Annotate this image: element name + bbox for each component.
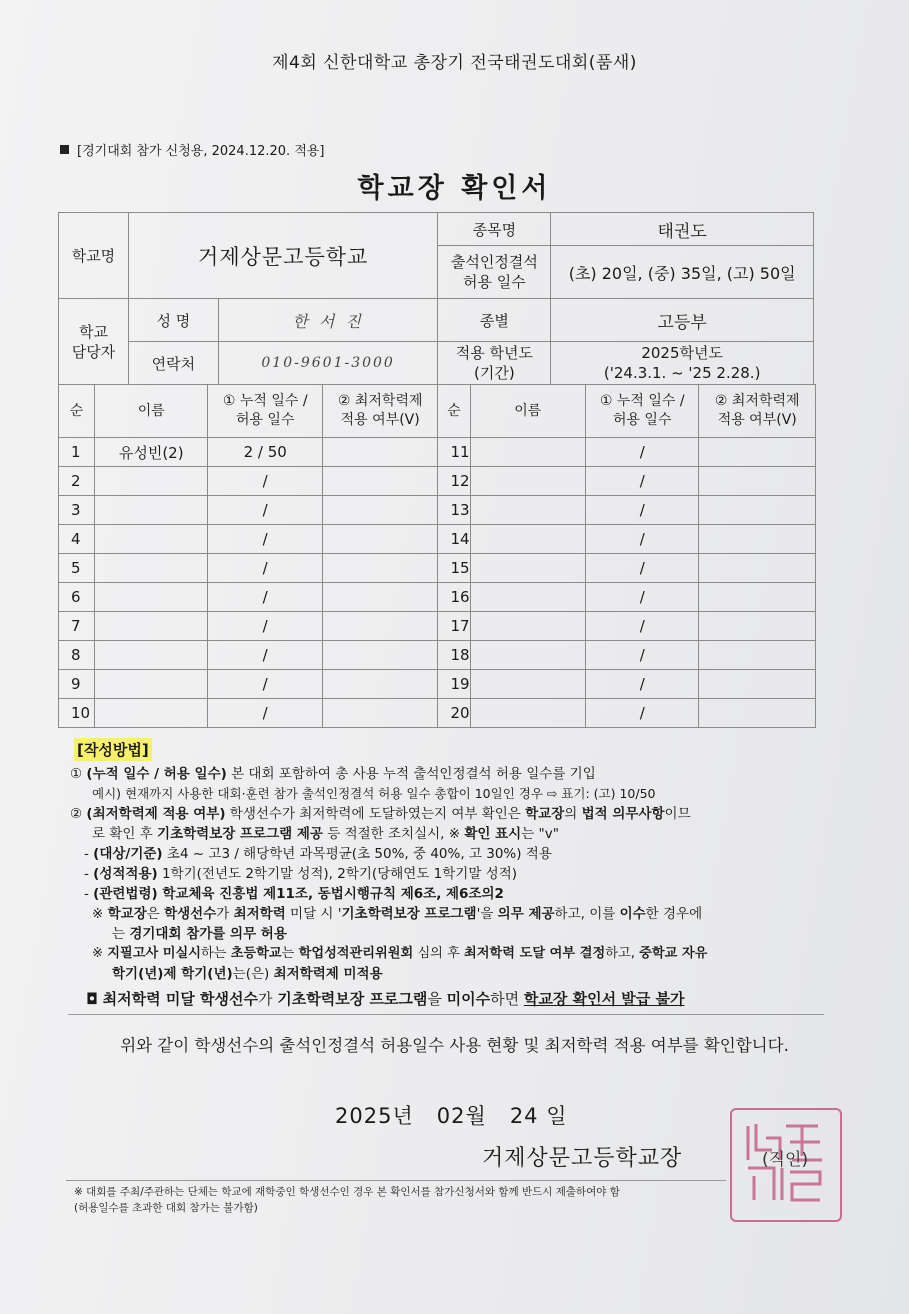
note-1-d: 가 (216, 906, 234, 922)
athlete-name[interactable] (94, 467, 208, 496)
note-2-b1: 지필고사 미실시 (107, 946, 202, 961)
note-2-c: 하는 (201, 946, 231, 961)
athlete-name[interactable] (94, 641, 208, 670)
athlete-name[interactable] (470, 612, 585, 641)
cumulative-days[interactable]: / (208, 554, 322, 583)
instruction-1-example: 예시) 현재까지 사용한 대회·훈련 참가 출석인정결석 허용 일수 총합이 10일인 경우 ⇨ 표기: (고) 10/50 (92, 786, 656, 801)
instruction-2-bold-d: 법적 의무사항 (581, 806, 665, 822)
divider (68, 1014, 824, 1015)
bullet-laws-title: (관련법령) (93, 886, 158, 902)
division-value: 고등부 (551, 299, 814, 342)
note-2-mark: ※ (92, 946, 108, 961)
cumulative-days[interactable]: / (585, 612, 698, 641)
warning-g: 학교장 확인서 발급 불가 (523, 990, 685, 1008)
cumulative-days[interactable]: / (208, 496, 322, 525)
row-number: 16 (438, 583, 470, 612)
row-number: 13 (438, 496, 470, 525)
allowed-days-label-1: 출석인정결석 (450, 253, 538, 271)
athlete-table (58, 384, 816, 728)
instruction-num: ① (70, 766, 83, 782)
cumulative-days[interactable]: / (208, 583, 322, 612)
row-number: 4 (59, 525, 95, 554)
note-1-h: 한 경우에 (645, 906, 703, 922)
cumulative-days[interactable]: / (585, 699, 698, 728)
note-2-line2 (112, 964, 872, 984)
header-min-2: 적용 여부(V) (717, 412, 797, 428)
athlete-name[interactable] (94, 554, 208, 583)
instruction-2-line2-bold: 기초학력보장 프로그램 제공 (157, 826, 323, 842)
note-1-b3: 최저학력 (233, 906, 286, 922)
instruction-2-bold-b: 학교장 (525, 806, 565, 822)
header-name: 이름 (470, 385, 585, 438)
min-standard-check[interactable] (699, 670, 816, 699)
note-2 (92, 944, 852, 964)
note-2-b3: 학업성적관리위원회 (298, 946, 414, 961)
note-2-line2-c: 는(은) (232, 966, 274, 982)
athlete-name[interactable] (470, 699, 585, 728)
table-row (59, 699, 816, 728)
instruction-2-line2-b: 등 적절한 조치실시, ※ (322, 826, 465, 842)
cumulative-days[interactable]: / (585, 583, 698, 612)
instruction-1-text: 본 대회 포함하여 총 사용 누적 출석인정결석 허용 일수를 기입 (226, 766, 596, 782)
min-standard-check[interactable] (322, 583, 437, 612)
min-standard-check[interactable] (699, 438, 816, 467)
note-1-f: '을 (476, 906, 498, 922)
contact-label: 연락처 (128, 342, 218, 385)
row-number: 6 (59, 583, 95, 612)
bullet-laws-text: 학교체육 진흥법 제11조, 동법시행규칙 제6조, 제6조의2 (157, 886, 504, 902)
date-month: 02월 (436, 1104, 487, 1128)
note-1-e: 미달 시 ' (285, 906, 342, 922)
athlete-name[interactable] (94, 670, 208, 699)
athlete-name[interactable] (470, 583, 585, 612)
cumulative-days[interactable]: / (585, 496, 698, 525)
cumulative-days[interactable]: / (208, 670, 322, 699)
cumulative-days[interactable]: / (585, 525, 698, 554)
bullet-target: - (대상/기준) 초4 ~ 고3 / 해당학년 과목평균(초 50%, 중 40%, 고 30%) 적용 (84, 846, 552, 862)
table-row (59, 525, 816, 554)
event-label: 종목명 (438, 213, 551, 246)
note-1 (92, 904, 852, 924)
row-number: 10 (59, 699, 95, 728)
cumulative-days[interactable]: / (585, 641, 698, 670)
footer-note-1: ※ 대회를 주최/주관하는 단체는 학교에 재학중인 학생선수인 경우 본 확인서를 참가신청서와 함께 반드시 제출하여야 함 (74, 1186, 620, 1198)
row-number: 17 (438, 612, 470, 641)
instruction-2-line2-c: 는 "v" (521, 826, 559, 842)
athlete-name[interactable] (94, 612, 208, 641)
cumulative-days[interactable]: / (585, 467, 698, 496)
footer-note-2: (허용일수를 초과한 대회 참가는 불가함) (74, 1202, 258, 1214)
instructions-label: [작성방법] (74, 738, 152, 761)
bullet-grades-title: (성적적용) (93, 866, 158, 882)
instruction-1-title: (누적 일수 / 허용 일수) (86, 766, 227, 782)
bullet-laws: - (관련법령) 학교체육 진흥법 제11조, 동법시행규칙 제6조, 제6조의2 (84, 886, 504, 902)
instruction-2-line2-bold2: 확인 표시 (464, 826, 522, 842)
header-min-1: ② 최저학력제 (337, 393, 423, 409)
instruction-2-line2 (92, 824, 852, 844)
manager-label-2: 담당자 (71, 342, 116, 361)
note-2-d: 는 (281, 946, 299, 961)
min-standard-check[interactable] (699, 583, 816, 612)
bullet-target-text: 초4 ~ 고3 / 해당학년 과목평균(초 50%, 중 40%, 고 30%) 적용 (162, 846, 552, 862)
min-standard-check[interactable] (322, 525, 437, 554)
note-1-line2-b: 경기대회 참가를 의무 허용 (129, 926, 287, 942)
athlete-name[interactable] (470, 467, 585, 496)
header-name: 이름 (94, 385, 208, 438)
warning-f: 하면 (490, 990, 524, 1008)
header-no: 순 (438, 385, 470, 438)
date (335, 1100, 568, 1130)
seal-label: (직인) (762, 1150, 809, 1170)
row-number: 8 (59, 641, 95, 670)
bullet-grades-text: 1학기(전년도 2학기말 성적), 2학기(당해연도 1학기말 성적) (157, 866, 518, 882)
header-days-1: ① 누적 일수 / (222, 393, 308, 409)
athlete-name[interactable] (94, 525, 208, 554)
min-standard-check[interactable] (322, 641, 437, 670)
min-standard-check[interactable] (322, 699, 437, 728)
row-number: 15 (438, 554, 470, 583)
row-number: 7 (59, 612, 95, 641)
allowed-days-label (438, 246, 551, 299)
principal-name: 거제상문고등학교장 (482, 1146, 683, 1171)
cumulative-days[interactable]: / (208, 525, 322, 554)
header-no: 순 (59, 385, 95, 438)
note-2-line2-d: 최저학력제 미적용 (273, 966, 383, 982)
warning-a: 최저학력 미달 학생선수 (102, 990, 259, 1008)
note-2-f: 하고, (605, 946, 640, 961)
warning-icon: ◘ (86, 990, 98, 1008)
instruction-2-text-c: 의 (564, 806, 582, 822)
name-value: 한 서 진 (218, 299, 438, 342)
warning-b: 가 (258, 990, 278, 1008)
header-min-1: ② 최저학력제 (714, 393, 800, 409)
school-name: 거제상문고등학교 (128, 213, 438, 299)
athlete-name[interactable] (470, 641, 585, 670)
square-bullet-icon (60, 145, 69, 154)
table-row (59, 554, 816, 583)
header-min-2: 적용 여부(V) (340, 412, 420, 428)
header-days-1: ① 누적 일수 / (599, 393, 685, 409)
min-standard-check[interactable] (322, 467, 437, 496)
year-value-2: ('24.3.1. ~ '25 2.28.) (603, 364, 761, 382)
header-days-2: 허용 일수 (235, 412, 295, 428)
header-min (322, 385, 437, 438)
warning-c: 기초학력보장 프로그램 (277, 990, 428, 1008)
form-note (60, 140, 325, 159)
note-1-mark: ※ (92, 906, 108, 922)
athlete-name[interactable] (470, 554, 585, 583)
allowed-days-label-2: 허용 일수 (463, 273, 526, 291)
min-standard-check[interactable] (699, 525, 816, 554)
note-1-b4: 기초학력보장 프로그램 (341, 906, 477, 922)
warning-d: 을 (427, 990, 447, 1008)
row-number: 11 (438, 438, 470, 467)
instruction-2-title: (최저학력제 적용 여부) (86, 806, 226, 822)
cumulative-days[interactable]: / (585, 438, 698, 467)
bullet-target-title: (대상/기준) (93, 846, 163, 862)
warning-line (86, 989, 846, 1009)
min-standard-check[interactable] (699, 641, 816, 670)
min-standard-check[interactable] (699, 612, 816, 641)
note-2-b4: 최저학력 도달 여부 결정 (464, 946, 606, 961)
cumulative-days[interactable]: / (208, 612, 322, 641)
allowed-days-value: (초) 20일, (중) 35일, (고) 50일 (551, 246, 814, 299)
min-standard-check[interactable] (699, 496, 816, 525)
date-year: 2025년 (335, 1104, 414, 1128)
min-standard-check[interactable] (699, 554, 816, 583)
athlete-name[interactable] (470, 525, 585, 554)
header-days-2: 허용 일수 (612, 412, 672, 428)
athlete-name[interactable] (94, 583, 208, 612)
note-1-line2 (112, 924, 872, 944)
note-2-line2-b: 학기(년)제 학기(년) (112, 966, 233, 982)
note-1-b5: 의무 제공 (497, 906, 555, 922)
row-number: 20 (438, 699, 470, 728)
manager-label (59, 299, 129, 385)
min-standard-check[interactable] (322, 438, 437, 467)
date-day: 24 일 (509, 1104, 568, 1128)
min-standard-check[interactable] (322, 554, 437, 583)
year-label-2: (기간) (474, 364, 515, 382)
row-number: 18 (438, 641, 470, 670)
event-value: 태권도 (551, 213, 814, 246)
instruction-2-line2-a: 로 확인 후 (92, 826, 158, 842)
division-label: 종별 (438, 299, 551, 342)
athlete-name[interactable] (470, 438, 585, 467)
note-1-b2: 학생선수 (164, 906, 217, 922)
min-standard-check[interactable] (322, 612, 437, 641)
athlete-name[interactable]: 유성빈(2) (94, 438, 208, 467)
instruction-num: ② (70, 806, 83, 822)
row-number: 3 (59, 496, 95, 525)
document-title: 학교장 확인서 (357, 173, 552, 204)
note-1-c: 은 (146, 906, 165, 922)
row-number: 19 (438, 670, 470, 699)
note-2-b5: 중학교 자유 (639, 946, 708, 961)
footer-divider (66, 1180, 726, 1181)
confirmation-text: 위와 같이 학생선수의 출석인정결석 허용일수 사용 현황 및 최저학력 적용 여부를 확인합니다. (120, 1036, 789, 1055)
row-number: 12 (438, 467, 470, 496)
instruction-2 (70, 804, 830, 824)
table-row (59, 670, 816, 699)
table-row (59, 612, 816, 641)
note-1-line2-a: 는 (112, 926, 130, 942)
year-label-1: 적용 학년도 (455, 344, 533, 362)
event-title: 제4회 신한대학교 총장기 전국태권도대회(품새) (272, 53, 637, 73)
min-standard-check[interactable] (699, 467, 816, 496)
instruction-2-text-a: 학생선수가 최저학력에 도달하였는지 여부 확인은 (225, 806, 526, 822)
note-2-b2: 초등학교 (230, 946, 282, 961)
min-standard-check[interactable] (322, 496, 437, 525)
instruction-2-text-e: 이므 (664, 806, 691, 822)
header-days (585, 385, 698, 438)
table-row (59, 583, 816, 612)
min-standard-check[interactable] (322, 670, 437, 699)
contact-value: 010-9601-3000 (218, 342, 438, 385)
note-1-g: 하고, 이를 (554, 906, 620, 922)
school-label: 학교명 (59, 213, 129, 299)
year-label (438, 342, 551, 385)
min-standard-check[interactable] (699, 699, 816, 728)
school-info-table (58, 212, 814, 385)
note-2-e: 심의 후 (413, 946, 465, 961)
instruction-1 (70, 764, 830, 784)
athlete-name[interactable] (470, 496, 585, 525)
note-1-b1: 학교장 (107, 906, 147, 922)
athlete-name[interactable] (470, 670, 585, 699)
cumulative-days[interactable]: / (208, 467, 322, 496)
row-number: 1 (59, 438, 95, 467)
manager-label-1: 학교 (78, 322, 108, 341)
year-value (551, 342, 814, 385)
row-number: 9 (59, 670, 95, 699)
note-1-b6: 이수 (619, 906, 646, 922)
bullet-grades: - (성적적용) 1학기(전년도 2학기말 성적), 2학기(당해연도 1학기말 성적) (84, 866, 518, 882)
athlete-name[interactable] (94, 496, 208, 525)
row-number: 5 (59, 554, 95, 583)
header-min (699, 385, 816, 438)
cumulative-days[interactable]: / (585, 670, 698, 699)
table-row (59, 467, 816, 496)
table-row (59, 438, 816, 467)
row-number: 14 (438, 525, 470, 554)
year-value-1: 2025학년도 (641, 344, 723, 362)
header-days (208, 385, 322, 438)
cumulative-days[interactable]: / (208, 641, 322, 670)
warning-e: 미이수 (446, 990, 491, 1008)
table-row (59, 496, 816, 525)
form-note-text: [경기대회 참가 신청용, 2024.12.20. 적용] (77, 144, 325, 159)
athlete-name[interactable] (94, 699, 208, 728)
name-label: 성 명 (128, 299, 218, 342)
cumulative-days[interactable]: / (208, 699, 322, 728)
cumulative-days[interactable]: / (585, 554, 698, 583)
row-number: 2 (59, 467, 95, 496)
cumulative-days[interactable]: 2 / 50 (208, 438, 322, 467)
table-row (59, 641, 816, 670)
